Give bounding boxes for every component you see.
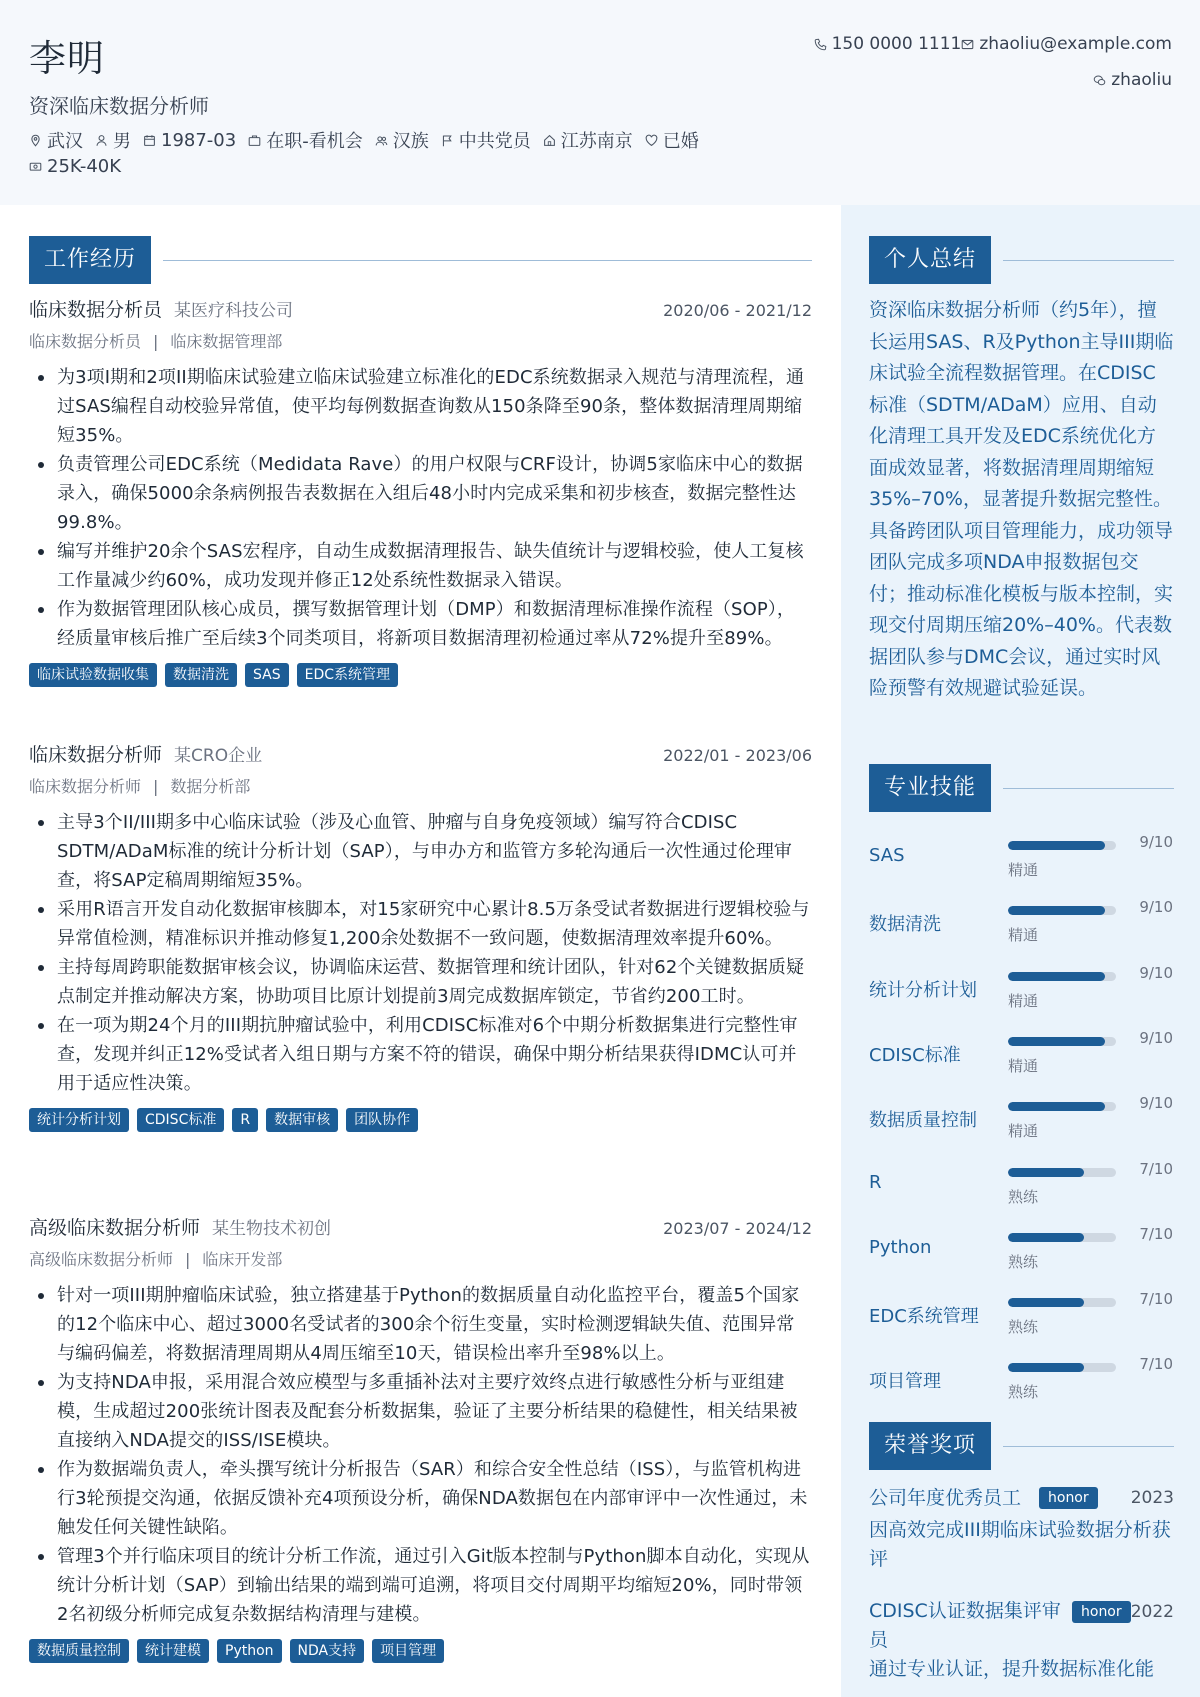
skill-progress-fill <box>1008 841 1105 850</box>
job-position: 临床数据分析员 <box>29 332 142 351</box>
list-item: 采用R语言开发自动化数据审核脚本，对15家研究中心累计8.5万条受试者数据进行逻辑校验与异常值检测，精准标识并推动修复1,200余处数据不一致问题，使数据清理效率提升60%。 <box>57 895 812 953</box>
resume-header <box>0 0 1200 205</box>
job-role: 临床数据分析师 <box>29 744 163 766</box>
separator: | <box>153 777 159 796</box>
award-desc: 因高效完成III期临床试验数据分析获评 <box>869 1519 1171 1570</box>
skill-progress-fill <box>1008 1037 1105 1046</box>
skill-row <box>869 1225 1174 1287</box>
phone-icon <box>814 38 827 51</box>
skill-row <box>869 1094 1174 1156</box>
skill-progress-bar <box>1008 1168 1116 1177</box>
contact-row <box>814 34 1172 54</box>
skill-progress-fill <box>1008 906 1105 915</box>
summary-section-header <box>869 236 1174 284</box>
mail-icon <box>961 38 974 51</box>
skill-score: 7/10 <box>1139 1355 1173 1374</box>
skill-row <box>869 1029 1174 1091</box>
job-bullets <box>29 1281 812 1629</box>
skill-row <box>869 898 1174 960</box>
heart-icon <box>645 134 658 147</box>
list-item: 负责管理公司EDC系统（Medidata Rave）的用户权限与CRF设计，协调5家临床中心的数据录入，确保5000余条病例报告表数据在入组后48小时内完成采集和初步核查，数据完整性达99.8%。 <box>57 450 812 537</box>
skill-row <box>869 964 1174 1026</box>
skill-name: 项目管理 <box>869 1371 941 1393</box>
list-item: 管理3个并行临床项目的统计分析工作流，通过引入Git版本控制与Python脚本自动化，实现从统计分析计划（SAP）到输出结果的端到端可追溯，将项目交付周期平均缩短20%，同时带领2名初级分析师完成复杂数据结构清理与建模。 <box>57 1542 812 1629</box>
skills-section-header <box>869 764 1174 812</box>
money-icon <box>29 160 42 173</box>
candidate-title: 资深临床数据分析师 <box>29 94 209 118</box>
list-item: 为支持NDA申报，采用混合效应模型与多重插补法对主要疗效终点进行敏感性分析与亚组建模，生成超过200张统计图表及配套分析数据集，验证了主要分析结果的稳健性，相关结果被直接纳入NDA提交的ISS/ISE模块。 <box>57 1368 812 1455</box>
tag: 项目管理 <box>372 1639 444 1663</box>
tag: 团队协作 <box>346 1108 418 1132</box>
job-heading <box>29 740 812 770</box>
skill-score: 9/10 <box>1139 898 1173 917</box>
tag: 临床试验数据收集 <box>29 663 157 687</box>
skill-progress-bar <box>1008 1363 1116 1372</box>
skill-score: 9/10 <box>1139 1028 1173 1047</box>
tag: 统计建模 <box>137 1639 209 1663</box>
skill-level: 熟练 <box>1008 1187 1039 1206</box>
skill-level: 精通 <box>1008 926 1039 945</box>
candidate-name: 李明 <box>29 37 105 80</box>
separator: | <box>153 332 159 351</box>
skill-score: 7/10 <box>1139 1290 1173 1309</box>
skill-progress-bar <box>1008 1102 1116 1111</box>
list-item: 编写并维护20余个SAS宏程序，自动生成数据清理报告、缺失值统计与逻辑校验，使人工复核工作量减少约60%，成功发现并修正12处系统性数据录入错误。 <box>57 537 812 595</box>
job-heading <box>29 1213 812 1243</box>
politics-text: 中共党员 <box>458 131 531 152</box>
job-entry <box>29 295 812 687</box>
skill-level: 熟练 <box>1008 1318 1039 1337</box>
job-company: 某生物技术初创 <box>212 1219 332 1239</box>
list-item: 在一项为期24个月的III期抗肿瘤试验中，利用CDISC标准对6个中期分析数据集进行完整性审查，发现并纠正12%受试者入组日期与方案不符的错误，确保中期分析结果获得IDMC认可并用于适应性决策。 <box>57 1011 812 1098</box>
list-item: 主持每周跨职能数据审核会议，协调临床运营、数据管理和统计团队，针对62个关键数据质疑点制定并推动解决方案，协助项目比原计划提前3周完成数据库锁定，节省约200工时。 <box>57 953 812 1011</box>
job-role: 高级临床数据分析师 <box>29 1217 201 1239</box>
wechat-icon <box>1093 74 1106 87</box>
skill-row <box>869 1290 1174 1352</box>
skill-progress-bar <box>1008 972 1116 981</box>
skill-level: 精通 <box>1008 861 1039 879</box>
award-entry <box>869 1483 1174 1574</box>
job-role: 临床数据分析员 <box>29 299 163 321</box>
skill-progress-bar <box>1008 841 1116 850</box>
skill-level: 熟练 <box>1008 1252 1039 1271</box>
ethnicity-text: 汉族 <box>392 131 429 152</box>
award-year: 2022 <box>1130 1602 1174 1622</box>
job-position: 高级临床数据分析师 <box>29 1250 174 1269</box>
separator: | <box>185 1250 191 1269</box>
skill-score: 9/10 <box>1139 1094 1173 1113</box>
tag: 统计分析计划 <box>29 1108 129 1132</box>
job-tags <box>29 663 812 687</box>
job-entry <box>29 1213 812 1663</box>
section-divider <box>1003 788 1174 789</box>
email-text: zhaoliu@example.com <box>979 34 1172 54</box>
wechat-item[interactable] <box>1093 70 1172 90</box>
skill-progress-bar <box>1008 1298 1116 1307</box>
job-entry <box>29 740 812 1132</box>
wechat-text: zhaoliu <box>1111 70 1172 90</box>
skill-score: 9/10 <box>1139 963 1173 982</box>
calendar-icon <box>143 134 156 147</box>
award-name: CDISC认证数据集评审员 <box>869 1600 1061 1651</box>
list-item: 针对一项III期肿瘤临床试验，独立搭建基于Python的数据质量自动化监控平台，覆盖5个国家的12个临床中心、超过3000名受试者的300余个衍生变量，实时检测逻辑缺失值、范围异常与编码偏差，将数据清理周期从4周压缩至10天，错误检出率升至98%以上。 <box>57 1281 812 1368</box>
list-item: 主导3个II/III期多中心临床试验（涉及心血管、肿瘤与自身免疫领域）编写符合CDISC SDTM/ADaM标准的统计分析计划（SAP），与申办方和监管方多轮沟通后一次性通过伦理审查，将SAP定稿周期缩短35%。 <box>57 808 812 895</box>
job-department: 临床开发部 <box>202 1250 283 1269</box>
job-company: 某CRO企业 <box>174 746 263 766</box>
award-badge: honor <box>1072 1601 1131 1623</box>
summary-text: 资深临床数据分析师（约5年），擅长运用SAS、R及Python主导III期临床试验全流程数据管理。在CDISC标准（SDTM/ADaM）应用、自动化清理工具开发及EDC系统优化方面成效显著，将数据清理周期缩短35%–70%，显著提升数据完整性。具备跨团队项目管理能力，成功领导团队完成多项NDA申报数据包交付；推动标准化模板与版本控制，实现交付周期压缩20%–40%。代表数据团队参与DMC会议，通过实时风险预警有效规避试验延误。 <box>869 299 1174 699</box>
hometown-text: 江苏南京 <box>560 131 633 152</box>
skill-score: 7/10 <box>1139 1224 1173 1243</box>
skill-progress-fill <box>1008 1363 1084 1372</box>
experience-section-header <box>29 236 812 284</box>
tag: EDC系统管理 <box>297 663 398 687</box>
award-heading <box>869 1483 1174 1513</box>
tag: 数据质量控制 <box>29 1639 129 1663</box>
briefcase-icon <box>248 134 261 147</box>
politics-item <box>441 127 531 153</box>
tag: 数据清洗 <box>165 663 237 687</box>
skill-row <box>869 1355 1174 1417</box>
skill-name: Python <box>869 1236 932 1258</box>
job-date: 2023/07 - 2024/12 <box>663 1219 812 1238</box>
job-subheading <box>29 329 812 355</box>
phone-text: 150 0000 1111 <box>831 34 962 54</box>
salary-row <box>29 156 133 177</box>
skill-progress-fill <box>1008 1168 1084 1177</box>
award-heading <box>869 1597 1174 1655</box>
tag: R <box>232 1108 258 1132</box>
award-name: 公司年度优秀员工 <box>869 1487 1022 1509</box>
job-position: 临床数据分析师 <box>29 777 142 796</box>
job-subheading <box>29 774 812 800</box>
skill-score: 7/10 <box>1139 1159 1173 1178</box>
marital-item <box>645 127 699 153</box>
skill-name: 统计分析计划 <box>869 979 977 1001</box>
skills-title: 专业技能 <box>869 764 991 812</box>
flag-icon <box>441 134 454 147</box>
job-bullets <box>29 808 812 1098</box>
skill-progress-fill <box>1008 1298 1084 1307</box>
tag: 数据审核 <box>266 1108 338 1132</box>
section-divider <box>163 260 812 261</box>
birth-item <box>143 130 236 151</box>
skill-row <box>869 1160 1174 1222</box>
skill-name: 数据质量控制 <box>869 1110 977 1132</box>
job-bullets <box>29 363 812 653</box>
tag: SAS <box>245 663 289 687</box>
ethnicity-item <box>375 127 429 153</box>
awards-title: 荣誉奖项 <box>869 1422 991 1470</box>
tag: NDA支持 <box>290 1639 365 1663</box>
map-pin-icon <box>29 134 42 147</box>
skill-name: SAS <box>869 845 905 866</box>
award-badge: honor <box>1039 1487 1098 1509</box>
award-year: 2023 <box>1130 1488 1174 1508</box>
birth-text: 1987-03 <box>161 129 237 151</box>
job-date: 2020/06 - 2021/12 <box>663 301 812 320</box>
phone-item[interactable] <box>814 34 962 54</box>
status-text: 在职-看机会 <box>266 131 363 152</box>
skill-level: 熟练 <box>1008 1383 1039 1402</box>
tag: Python <box>217 1639 282 1663</box>
list-item: 作为数据管理团队核心成员，撰写数据管理计划（DMP）和数据清理标准操作流程（SOP），经质量审核后推广至后续3个同类项目，将新项目数据清理初检通过率从72%提升至89%。 <box>57 595 812 653</box>
skill-progress-fill <box>1008 1233 1084 1242</box>
skill-name: CDISC标准 <box>869 1044 961 1066</box>
marital-text: 已婚 <box>662 131 699 152</box>
skill-progress-fill <box>1008 1102 1105 1111</box>
skill-level: 精通 <box>1008 1122 1039 1141</box>
summary-title: 个人总结 <box>869 236 991 284</box>
email-item[interactable] <box>961 34 1172 54</box>
job-department: 数据分析部 <box>170 777 251 796</box>
user-icon <box>95 134 108 147</box>
skill-score: 9/10 <box>1139 833 1173 851</box>
job-department: 临床数据管理部 <box>170 332 283 351</box>
skill-progress-bar <box>1008 906 1116 915</box>
job-heading <box>29 295 812 325</box>
skill-level: 精通 <box>1008 1056 1039 1075</box>
location-text: 武汉 <box>47 131 83 152</box>
awards-section-header <box>869 1422 1174 1470</box>
list-item: 为3项I期和2项II期临床试验建立临床试验建立标准化的EDC系统数据录入规范与清理流程，通过SAS编程自动校验异常值，使平均每例数据查询数从150条降至90条，整体数据清理周期缩短35%。 <box>57 363 812 450</box>
skill-row <box>869 833 1174 895</box>
skill-name: 数据清洗 <box>869 914 941 936</box>
tag: CDISC标准 <box>137 1108 224 1132</box>
location-item <box>29 127 83 153</box>
salary-item <box>29 156 121 177</box>
job-tags <box>29 1639 812 1663</box>
skill-progress-bar <box>1008 1233 1116 1242</box>
hometown-item <box>543 127 633 153</box>
skill-progress-bar <box>1008 1037 1116 1046</box>
gender-text: 男 <box>113 131 131 152</box>
status-item <box>248 127 363 153</box>
home-icon <box>543 134 556 147</box>
experience-title: 工作经历 <box>29 236 151 284</box>
award-entry <box>869 1597 1174 1684</box>
list-item: 作为数据端负责人，牵头撰写统计分析报告（SAR）和综合安全性总结（ISS），与监管机构进行3轮预提交沟通，依据反馈补充4项预设分析，确保NDA数据包在内部审评中一次性通过，未触发任何关键性缺陷。 <box>57 1455 812 1542</box>
job-subheading <box>29 1247 812 1273</box>
skill-progress-fill <box>1008 972 1105 981</box>
section-divider <box>1003 260 1174 261</box>
users-icon <box>375 134 388 147</box>
skill-name: R <box>869 1171 882 1193</box>
award-desc: 通过专业认证，提升数据标准化能 <box>869 1658 1155 1680</box>
section-divider <box>1003 1446 1174 1447</box>
skill-level: 精通 <box>1008 991 1039 1010</box>
job-company: 某医疗科技公司 <box>174 301 294 321</box>
gender-item <box>95 127 131 153</box>
salary-text: 25K-40K <box>47 156 122 177</box>
personal-info-row <box>29 127 711 153</box>
job-tags <box>29 1108 812 1132</box>
job-date: 2022/01 - 2023/06 <box>663 746 812 765</box>
skill-name: EDC系统管理 <box>869 1306 979 1328</box>
